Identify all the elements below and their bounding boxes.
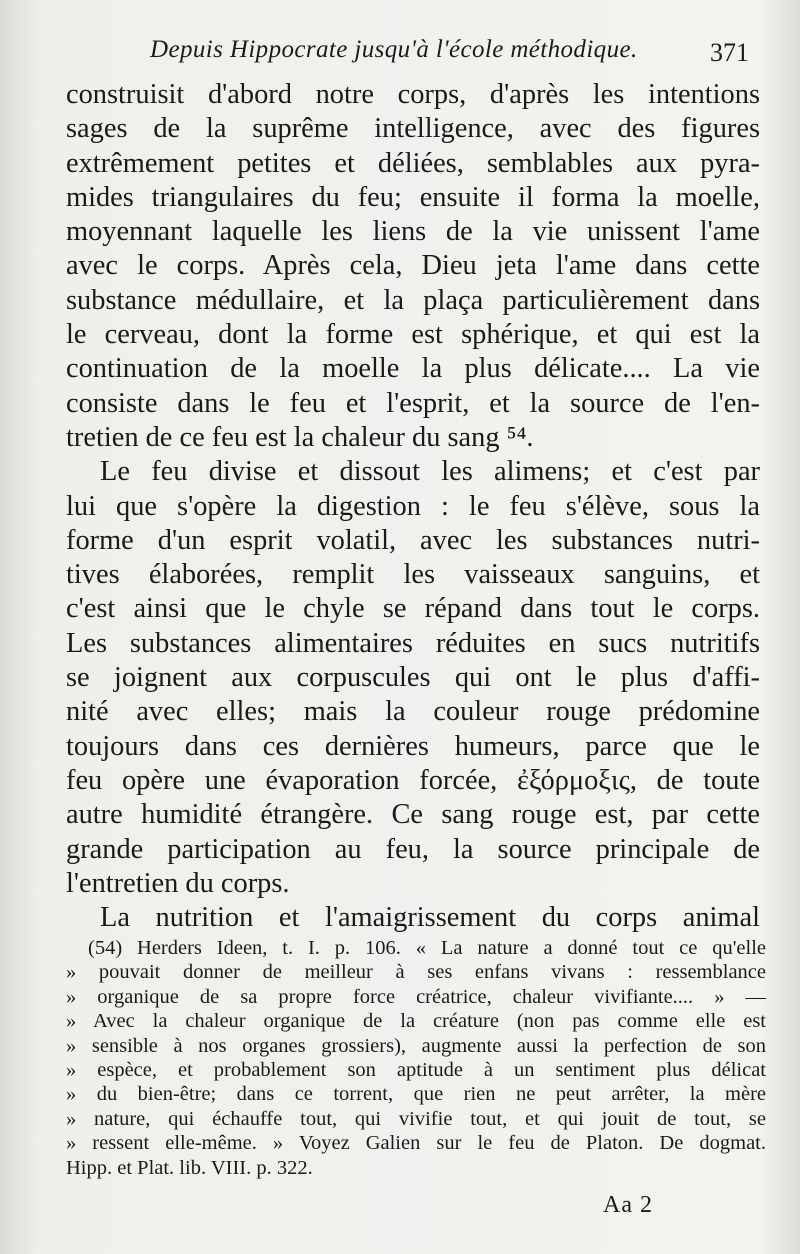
text-line: lui que s'opère la digestion : le feu s'élève, sous la	[66, 490, 760, 522]
footnote-line: » pouvait donner de meilleur à ses enfans vivans : ressemblance	[66, 961, 766, 984]
text-line: continuation de la moelle la plus délicate.... La vie	[66, 353, 760, 385]
text-line: mides triangulaires du feu; ensuite il forma la moelle,	[66, 181, 760, 213]
footnote-line: » espèce, et probablement son aptitude à un sentiment plus délicat	[66, 1059, 766, 1082]
text-line: forme d'un esprit volatil, avec les substances nutri-	[66, 524, 760, 556]
text-line: Le feu divise et dissout les alimens; et c'est par	[100, 456, 760, 488]
text-line: se joignent aux corpuscules qui ont le plus d'affi-	[66, 662, 760, 694]
text-line: Les substances alimentaires réduites en sucs nutritifs	[66, 627, 760, 659]
text-line: autre humidité étrangère. Ce sang rouge est, par cette	[66, 799, 760, 831]
running-title: Depuis Hippocrate jusqu'à l'école méthodique.	[150, 36, 638, 63]
footnote-line: » sensible à nos organes grossiers), augmente aussi la perfection de son	[66, 1034, 766, 1057]
text-line: l'entretien du corps.	[66, 867, 290, 899]
page-header	[0, 36, 800, 76]
text-line: avec le corps. Après cela, Dieu jeta l'ame dans cette	[66, 250, 760, 282]
text-line: feu opère une évaporation forcée, ἐξόρμοξις, de toute	[66, 764, 760, 796]
text-line: substance médullaire, et la plaça particulièrement dans	[66, 284, 760, 316]
text-line: La nutrition et l'amaigrissement du corps animal	[100, 902, 760, 934]
text-line: construisit d'abord notre corps, d'après les intentions	[66, 79, 760, 110]
footnote-line: Hipp. et Plat. lib. VIII. p. 322.	[66, 1156, 313, 1179]
text-line: moyennant laquelle les liens de la vie unissent l'ame	[66, 216, 760, 248]
footnote-line: (54) Herders Ideen, t. I. p. 106. « La nature a donné tout ce qu'elle	[88, 937, 766, 959]
footnote-line: » organique de sa propre force créatrice, chaleur vivifiante.... » —	[66, 985, 766, 1008]
text-line: le cerveau, dont la forme est sphérique, et qui est la	[66, 319, 760, 351]
footnote-line: » ressent elle-même. » Voyez Galien sur le feu de Platon. De dogmat.	[66, 1132, 766, 1155]
footnote-line: » Avec la chaleur organique de la créature (non pas comme elle est	[66, 1010, 766, 1033]
footnote-line: » du bien-être; dans ce torrent, que rien ne peut arrêter, la mère	[66, 1083, 766, 1106]
page-number: 371	[710, 38, 749, 67]
text-line: consiste dans le feu et l'esprit, et la source de l'en-	[66, 387, 760, 419]
text-line: extrêmement petites et déliées, semblables aux pyra-	[66, 147, 760, 179]
text-line: sages de la suprême intelligence, avec des figures	[66, 113, 760, 145]
text-line: nité avec elles; mais la couleur rouge prédomine	[66, 696, 760, 728]
footnote-block	[66, 936, 766, 1180]
text-line: tretien de ce feu est la chaleur du sang ⁵⁴.	[66, 421, 534, 453]
text-line: c'est ainsi que le chyle se répand dans tout le corps.	[66, 593, 760, 625]
footnote-line: » nature, qui échauffe tout, qui vivifie tout, et qui jouit de tout, se	[66, 1107, 766, 1130]
main-text	[66, 78, 760, 935]
text-line: grande participation au feu, la source principale de	[66, 833, 760, 865]
signature-mark: Aa 2	[603, 1192, 653, 1218]
text-line: toujours dans ces dernières humeurs, parce que le	[66, 730, 760, 762]
text-line: tives élaborées, remplit les vaisseaux sanguins, et	[66, 559, 760, 591]
